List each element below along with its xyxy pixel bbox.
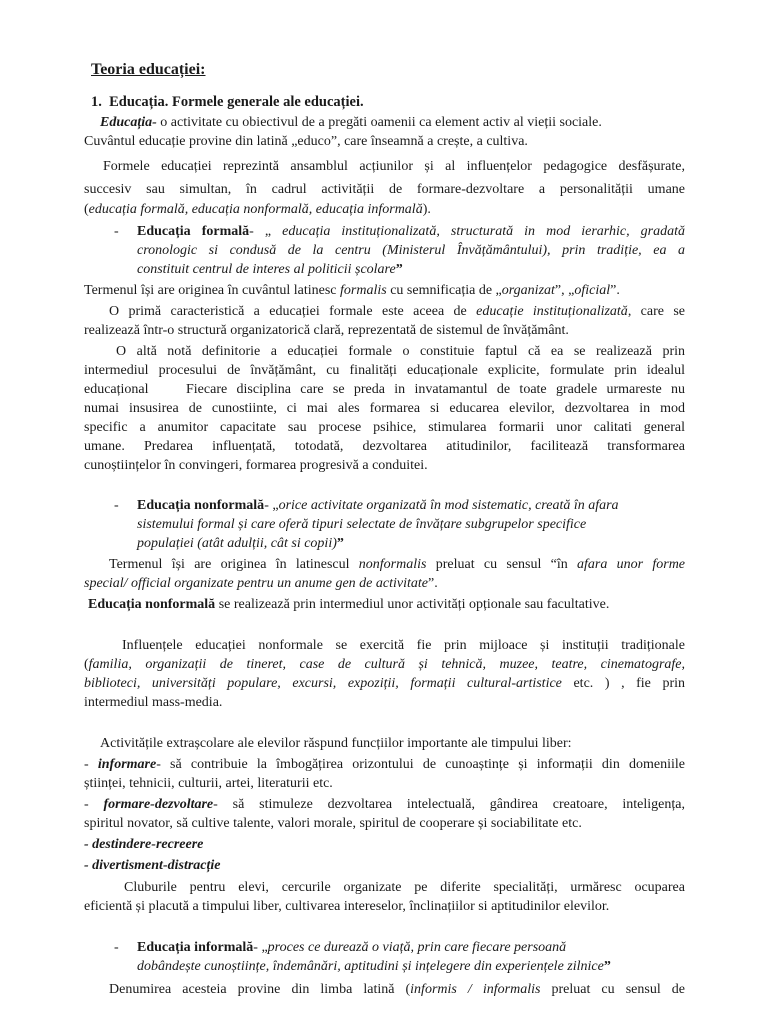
nonformal-definition-line-1 <box>137 496 619 515</box>
etymology-line: Cuvântul educație provine din latină „educo”, care înseamnă a crește, a cultiva. <box>84 134 528 149</box>
formal-note-line-3b: Fiecare disciplina care se preda in invatamantul de toate gradele urmareste nu <box>186 382 685 397</box>
nonformal-influence-line-4: intermediul mass-media. <box>84 695 223 710</box>
formal-definition-line-3 <box>137 260 403 279</box>
nonformal-sep: - „ <box>264 498 279 513</box>
nonformal-influence-line-1: Influențele educației nonformale se exercită fie prin mijloace și instituții tradiționale <box>122 638 685 653</box>
clubs-line-2: eficientă și placută a timpului liber, cultivarea intereselor, înclinațiilor si aptitudinilor elevilor. <box>84 899 610 914</box>
nf-infl-list-2: biblioteci, universități populare, excursi, expoziții, formații cultural-artistice <box>84 676 562 691</box>
paren-close: ). <box>422 202 431 217</box>
function-informare-text: - să contribuie la îmbogățirea orizontului de cunoaștințe și informații din domeniile <box>156 757 685 772</box>
informal-close-quote: ” <box>603 959 611 974</box>
formal-definition-line-1 <box>137 222 685 241</box>
function-formare-line-2: spiritul novator, să cultive talente, valori morale, spiritul de cooperare și sociabilitate etc. <box>84 816 582 831</box>
function-formare-line-1: - formare-dezvoltare- să stimuleze dezvoltarea intelectuală, gândirea creatoare, inteligența, <box>84 797 685 812</box>
den-text-c: preluat cu sensul de <box>540 982 685 997</box>
formal-sep: - „ <box>249 224 272 239</box>
nf-origin-f: ”. <box>427 576 438 591</box>
formal-definition-line-2: cronologic si condusă de la centru (Ministerul Învățământului), prin tradiție, ea a <box>137 243 685 258</box>
informal-definition-line-2 <box>137 957 611 976</box>
formal-note-line-5: specific a anumitor capacitate sau procese psihice, stimularea formarii unor calitati general <box>84 420 685 435</box>
informal-def-text-2: dobândește cunoștiințe, îndemânări, aptitudini și ințelegere din experiențele zilnice <box>137 959 604 974</box>
function-informare-term: informare <box>97 757 157 772</box>
function-divertisment: - divertisment-distracție <box>84 858 221 873</box>
function-destindere: - destindere-recreere <box>84 837 204 852</box>
clubs-line-1: Cluburile pentru elevi, cercurile organizate pe diferite specialități, urmăresc ocuparea <box>124 880 685 895</box>
nf-origin-word: nonformalis <box>358 557 427 572</box>
origin-word-formalis: formalis <box>340 283 387 298</box>
formal-def-text-1: educația instituționalizată, structurată in mod ierarhic, gradată <box>282 224 685 239</box>
informal-sep: - „ <box>253 940 268 955</box>
formal-def-close-quote: ” <box>395 262 403 277</box>
nonformal-origin-line-2 <box>84 574 438 593</box>
formal-note-line-4: numai insusirea de cunostiinte, ci mai ales formarea si educarea elevilor, dezvoltarea in mod <box>84 401 685 416</box>
den-latin-words: informis / informalis <box>410 982 541 997</box>
formal-def-text-3: constituit centrul de interes al politicii școlare <box>137 262 396 277</box>
informal-definition-line-1 <box>137 938 566 957</box>
char-text-c: , care se <box>627 304 685 319</box>
informal-def-text-1: proces ce durează o viață, prin care fiecare persoană <box>267 940 567 955</box>
bullet-dash: - <box>114 224 119 239</box>
formal-origin-line <box>84 281 620 300</box>
origin-word-oficial: oficial <box>574 283 611 298</box>
den-text-a: Denumirea acesteia provine din limba latină ( <box>109 982 411 997</box>
function-divertisment-term: divertisment-distracție <box>92 858 221 873</box>
nf-infl-tail: etc. ) , fie prin <box>561 676 686 691</box>
nf-origin-a: Termenul își are originea în latinescul <box>109 557 359 572</box>
formal-note-line-6: umane. Predarea influențată, totodată, dezvoltarea atitudinilor, facilitează transformarea <box>84 439 685 454</box>
nonformal-term: Educația nonformală <box>137 498 265 513</box>
nonformal-def-text-3: populației (atât adulții, cât si copii) <box>137 536 337 551</box>
function-destindere-term: destindere-recreere <box>92 837 204 852</box>
nf-origin-c: preluat cu sensul “în <box>426 557 578 572</box>
bullet-dash: - <box>114 498 119 513</box>
section-number: 1. <box>91 94 102 110</box>
char-text-italic: educație instituționalizată <box>476 304 628 319</box>
nf-infl-list-1: familia, organizații de tineret, case de cultură și tehnică, muzee, teatre, cinematografe, <box>88 657 685 672</box>
origin-text-e: ”, „ <box>554 283 575 298</box>
nf-real-text: se realizează prin intermediul unor activități opționale sau facultative. <box>215 597 610 612</box>
origin-text-c: cu semnificația de „ <box>386 283 502 298</box>
nf-origin-e: special/ official organizate pentru un anume gen de activitate <box>84 576 428 591</box>
formal-term: Educația formală <box>137 224 250 239</box>
extracurricular-intro: Activitățile extrașcolare ale elevilor răspund funcțiilor importante ale timpului liber: <box>100 736 572 751</box>
origin-word-organizat: organizat <box>501 283 555 298</box>
nf-origin-d: afara unor forme <box>577 557 686 572</box>
nonformal-definition-line-3 <box>137 534 344 553</box>
section-heading <box>91 93 364 112</box>
informal-term: Educația informală <box>137 940 254 955</box>
formal-note-line-7: cunoștiințelor în convingeri, formarea progresivă a conduitei. <box>84 458 428 473</box>
formal-characteristic-line-1 <box>109 302 685 321</box>
section-title: Educația. Formele generale ale educației. <box>109 94 364 110</box>
origin-text-a: Termenul își are originea în cuvântul latinesc <box>84 283 340 298</box>
nonformal-influence-line-2 <box>84 655 685 674</box>
function-informare-line-1: - informare- să contribuie la îmbogățirea orizontului de cunoaștințe și informații din domeniile <box>84 757 685 772</box>
formal-characteristic-line-2: realizează într-o structură organizatorică clară, reprezentată de sistemul de învățământ. <box>84 323 569 338</box>
definition-term: Educația- <box>100 115 157 130</box>
formal-note-line-3a: educațional <box>84 382 149 397</box>
forms-paragraph-line-3 <box>84 200 431 219</box>
nonformal-definition-line-2: sistemului formal și care oferă tipuri selectate de învățare subgrupelor specifice <box>137 517 587 532</box>
formal-note-line-2: intermediul procesului de învățământ, cu finalități educaționale explicite, formulate prin idealul <box>84 363 685 378</box>
origin-text-g: ”. <box>610 283 620 298</box>
formal-note-line-1: O altă notă definitorie a educației formale o constituie faptul că ea se realizează prin <box>116 344 685 359</box>
forms-list: educația formală, educația nonformală, educația informală <box>88 202 423 217</box>
definition-text: o activitate cu obiectivul de a pregăti oamenii ca element activ al vieții sociale. <box>156 115 602 130</box>
forms-paragraph-line-2: succesiv sau simultan, în cadrul activității de formare-dezvoltare a personalității umane <box>84 182 685 197</box>
informal-denomination-line <box>109 980 685 999</box>
nonformal-origin-line-1 <box>109 555 685 574</box>
nf-real-term: Educația nonformală <box>88 597 216 612</box>
nonformal-def-close-quote: ” <box>336 536 344 551</box>
paren-open: ( <box>84 657 89 672</box>
function-informare-line-2: științei, tehnicii, culturii, artei, literaturii etc. <box>84 776 333 791</box>
function-formare-text: - să stimuleze dezvoltarea intelectuală, gândirea creatoare, inteligența, <box>213 797 685 812</box>
char-text-a: O primă caracteristică a educației formale este aceea de <box>109 304 477 319</box>
forms-paragraph-line-1: Formele educației reprezintă ansamblul acțiunilor și al influențelor pedagogice desfășurate, <box>103 159 685 174</box>
page-title: Teoria educației: <box>91 61 206 78</box>
function-formare-term: formare-dezvoltare <box>103 797 214 812</box>
bullet-dash: - <box>114 940 119 955</box>
nonformal-realization-line <box>88 595 609 614</box>
paren-open: ( <box>84 202 89 217</box>
nonformal-influence-line-3 <box>84 674 685 693</box>
nonformal-def-text-1: orice activitate organizată în mod sistematic, creată în afara <box>278 498 619 513</box>
definition-line <box>100 113 602 132</box>
